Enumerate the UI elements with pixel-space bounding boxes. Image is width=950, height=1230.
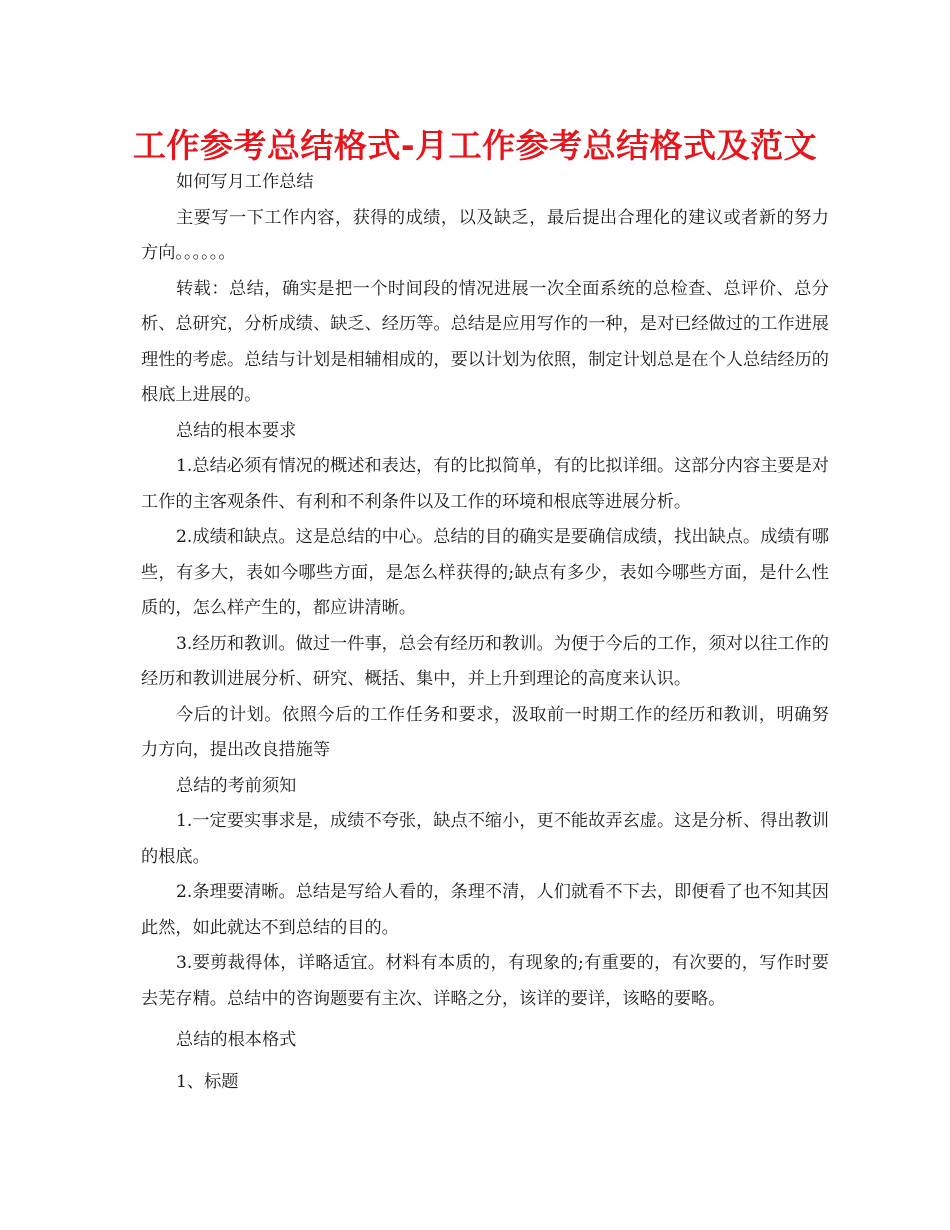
paragraph: 今后的计划。依照今后的工作任务和要求，汲取前一时期工作的经历和教训，明确努力方向，提出改良措施等 — [141, 704, 829, 760]
document-title: 工作参考总结格式-月工作参考总结格式及范文 — [132, 126, 818, 165]
paragraph: 3.经历和教训。做过一件事，总会有经历和教训。为便于今后的工作，须对以往工作的经历和教训进展分析、研究、概括、集中，并上升到理论的高度来认识。 — [141, 633, 829, 689]
paragraph: 主要写一下工作内容，获得的成绩，以及缺乏，最后提出合理化的建议或者新的努力方向。。。。。。 — [141, 207, 829, 263]
paragraph: 1、标题 — [176, 1071, 239, 1092]
section-heading: 总结的根本格式 — [176, 1030, 297, 1050]
paragraph: 3.要剪裁得体，详略适宜。材料有本质的，有现象的;有重要的，有次要的，写作时要去芜存精。总结中的咨询题要有主次、详略之分，该详的要详，该略的要略。 — [141, 953, 829, 1009]
paragraph: 1.一定要实事求是，成绩不夸张，缺点不缩小，更不能故弄玄虚。这是分析、得出教训的根底。 — [141, 811, 829, 867]
paragraph: 1.总结必须有情况的概述和表达，有的比拟简单，有的比拟详细。这部分内容主要是对工作的主客观条件、有利和不利条件以及工作的环境和根底等进展分析。 — [141, 456, 829, 512]
paragraph: 2.成绩和缺点。这是总结的中心。总结的目的确实是要确信成绩，找出缺点。成绩有哪些，有多大，表如今哪些方面，是怎么样获得的;缺点有多少，表如今哪些方面，是什么性质的，怎么样产生的，都应讲清晰。 — [141, 527, 829, 618]
section-heading: 总结的考前须知 — [176, 775, 297, 796]
document-body — [141, 165, 829, 1100]
paragraph: 转载：总结，确实是把一个时间段的情况进展一次全面系统的总检查、总评价、总分析、总研究，分析成绩、缺乏、经历等。总结是应用写作的一种，是对已经做过的工作进展理性的考虑。总结与计划是相辅相成的，要以计划为依照，制定计划总是在个人总结经历的根底上进展的。 — [141, 278, 829, 405]
paragraph: 如何写月工作总结 — [176, 172, 314, 192]
paragraph: 2.条理要清晰。总结是写给人看的，条理不清，人们就看不下去，即便看了也不知其因此然，如此就达不到总结的目的。 — [141, 882, 829, 938]
section-heading: 总结的根本要求 — [176, 420, 297, 441]
